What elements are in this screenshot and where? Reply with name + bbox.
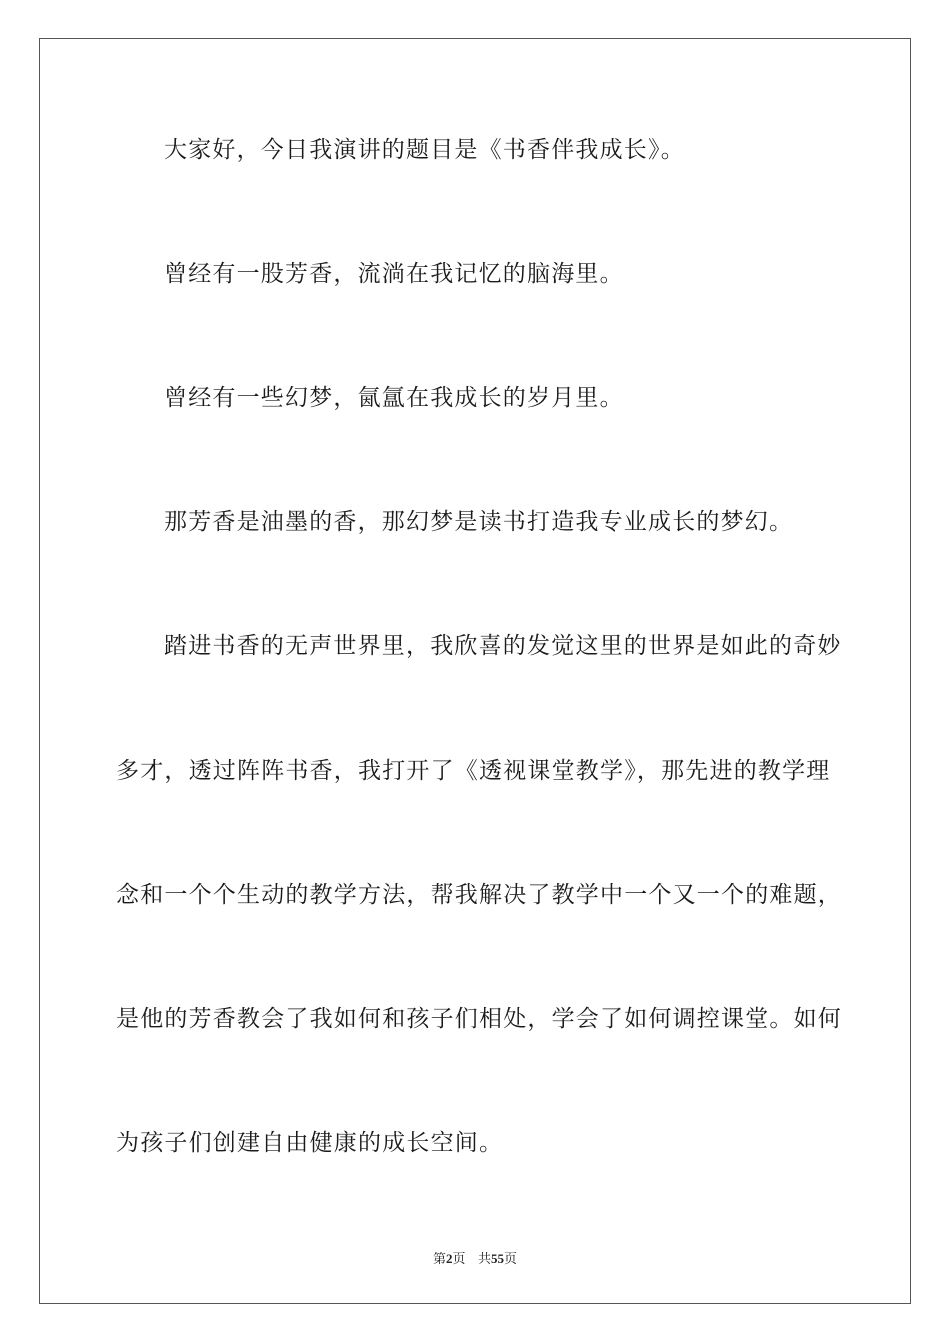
paragraph-line-1: 大家好，今日我演讲的题目是《书香伴我成长》。 [164, 137, 685, 163]
page-prefix: 第 [433, 1252, 447, 1267]
paragraph-line-8: 是他的芳香教会了我如何和孩子们相处，学会了如何调控课堂。如何 [116, 1006, 842, 1032]
paragraph-line-3: 曾经有一些幻梦，氤氲在我成长的岁月里。 [164, 385, 624, 411]
page-frame [39, 38, 911, 1304]
paragraph-line-5: 踏进书香的无声世界里，我欣喜的发觉这里的世界是如此的奇妙 [164, 633, 842, 659]
total-pages: 55 [490, 1251, 504, 1266]
total-suffix: 页 [503, 1252, 517, 1267]
page-footer [0, 1248, 950, 1267]
page-number: 2 [446, 1251, 453, 1266]
total-prefix: 共 [477, 1252, 491, 1267]
paragraph-line-9: 为孩子们创建自由健康的成长空间。 [116, 1130, 504, 1156]
paragraph-line-7: 念和一个个生动的教学方法，帮我解决了教学中一个又一个的难题， [116, 882, 842, 908]
page-suffix: 页 [452, 1252, 466, 1267]
paragraph-line-2: 曾经有一股芳香，流淌在我记忆的脑海里。 [164, 261, 624, 287]
paragraph-line-4: 那芳香是油墨的香，那幻梦是读书打造我专业成长的梦幻。 [164, 509, 794, 535]
paragraph-line-6: 多才，透过阵阵书香，我打开了《透视课堂教学》，那先进的教学理 [116, 758, 831, 784]
